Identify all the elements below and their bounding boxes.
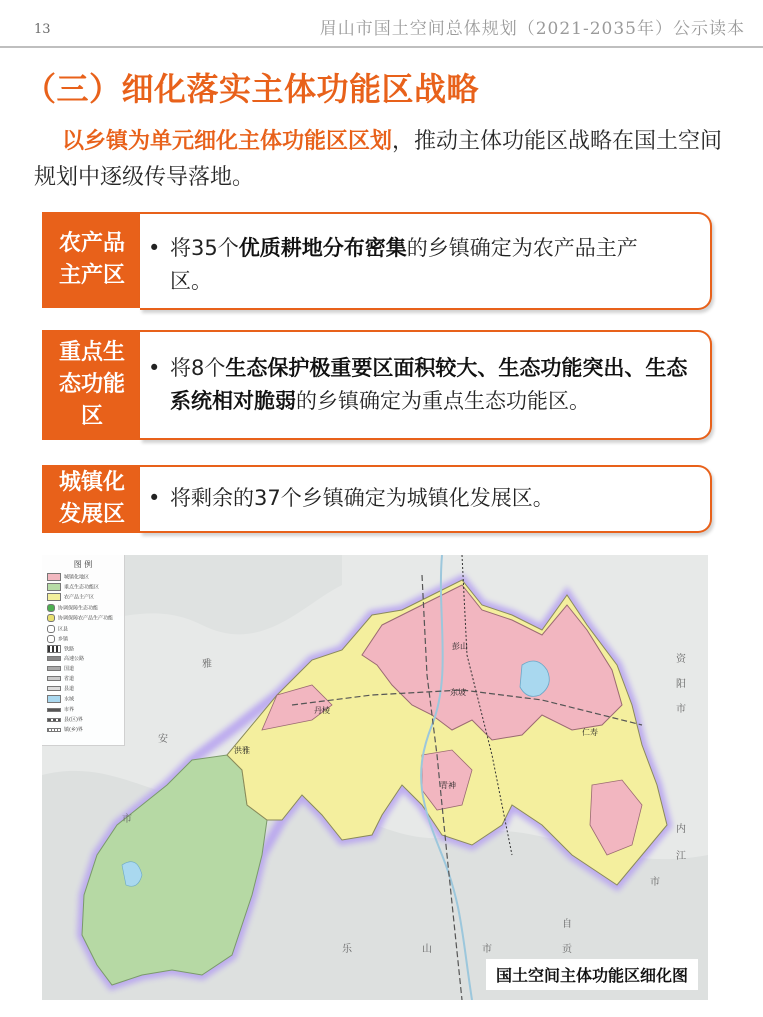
legend-item: [47, 716, 83, 724]
outer-label: 山: [422, 944, 432, 955]
card-tag: [42, 465, 142, 533]
map-caption: 国土空间主体功能区细化图: [486, 959, 698, 990]
legend-item: [47, 685, 74, 693]
legend-swatch: [47, 645, 61, 653]
section-title: （三）细化落实主体功能区战略: [24, 70, 480, 108]
legend-item: [47, 635, 68, 643]
running-header: 眉山市国土空间总体规划（2021-2035年）公示读本: [319, 19, 745, 39]
legend-swatch: [47, 686, 61, 691]
map-svg: [42, 555, 708, 1000]
card-text-pre: 将8个: [170, 356, 226, 380]
legend-item: [47, 604, 98, 612]
legend-label: 高速公路: [64, 656, 85, 662]
outer-label: 内: [676, 824, 686, 835]
intro-paragraph: [34, 124, 734, 196]
legend-item: [47, 573, 89, 581]
card-agricultural: [42, 212, 712, 310]
card-text-post: 的乡镇确定为农产品主产区。: [170, 236, 638, 293]
legend-swatch: [47, 695, 61, 703]
legend-swatch: [47, 614, 55, 622]
legend-swatch: [47, 635, 55, 643]
intro-rest: ，推动主体功能区战略在国土空间规划中逐级传导落地。: [34, 129, 723, 190]
functional-zone-map: [42, 555, 708, 1000]
town-label: 青神: [440, 781, 456, 790]
legend-swatch: [47, 573, 61, 581]
card-text: [148, 352, 698, 418]
legend-item: [47, 695, 74, 703]
legend-label: 重点生态功能区: [64, 584, 100, 591]
legend-label: 乡镇: [58, 636, 69, 643]
legend-label: 农产品主产区: [64, 594, 95, 601]
legend-swatch: [47, 604, 55, 612]
legend-swatch: [47, 728, 61, 732]
card-text: [148, 232, 670, 298]
card-body: [140, 465, 712, 533]
town-label: 洪雅: [234, 746, 250, 755]
legend-item: [47, 665, 74, 673]
legend-label: 铁路: [64, 646, 75, 653]
card-ecological: [42, 330, 712, 442]
legend-item: [47, 726, 83, 734]
legend-item: [47, 706, 74, 714]
outer-label: 安: [158, 734, 168, 745]
legend-label: 县(区)界: [64, 717, 83, 723]
header-rule: [0, 46, 763, 48]
card-text-pre: 将35个: [170, 236, 239, 260]
card-text-post: 将剩余的37个乡镇确定为城镇化发展区。: [170, 486, 554, 510]
card-body: [140, 212, 712, 310]
bullet: •: [148, 356, 161, 380]
card-text-bold: 生态保护极重要区面积较大、生态功能突出、生态系统相对脆弱: [170, 356, 688, 413]
card-tag-label: 城镇化发展区: [58, 470, 125, 527]
bullet: •: [148, 236, 161, 260]
legend-swatch: [47, 593, 61, 601]
legend-item: [47, 614, 113, 622]
outer-label: 阳: [676, 679, 686, 690]
outer-label: 自: [562, 919, 572, 930]
outer-label: 市: [676, 704, 686, 715]
outer-label: 资: [676, 654, 686, 665]
bullet: •: [148, 486, 161, 510]
town-label: 东坡: [450, 688, 466, 697]
town-label: 彭山: [452, 642, 468, 651]
legend-label: 省道: [64, 676, 75, 682]
card-tag: [42, 330, 142, 440]
town-label: 仁寿: [582, 728, 598, 737]
legend-label: 国道: [64, 666, 75, 672]
legend-swatch: [47, 708, 61, 712]
outer-label: 市: [650, 877, 660, 888]
outer-label: 雅: [202, 659, 212, 670]
legend-label: 城镇化地区: [64, 574, 90, 581]
legend-swatch: [47, 666, 61, 671]
legend-swatch: [47, 676, 61, 681]
legend-label: 区县: [58, 626, 69, 633]
card-tag: [42, 212, 142, 308]
legend-swatch: [47, 656, 61, 661]
legend-label: 协调保障农产品生产功能: [58, 615, 114, 622]
legend-label: 市界: [64, 707, 75, 713]
map-legend: [42, 555, 125, 746]
outer-label: 市: [482, 944, 492, 955]
card-urbanization: [42, 465, 712, 535]
legend-swatch: [47, 718, 61, 722]
legend-item: [47, 593, 94, 601]
intro-lead: 以乡镇为单元细化主体功能区区划: [61, 129, 392, 154]
legend-swatch: [47, 625, 55, 633]
legend-title: 图 例: [73, 560, 93, 569]
legend-label: 县道: [64, 686, 75, 692]
legend-swatch: [47, 583, 61, 591]
legend-item: [47, 645, 74, 653]
outer-label: 江: [676, 851, 686, 862]
legend-label: 镇(乡)界: [64, 727, 83, 733]
card-body: [140, 330, 712, 440]
card-text: [148, 482, 690, 515]
outer-label: 市: [122, 814, 132, 825]
legend-item: [47, 655, 84, 663]
outer-label: 乐: [342, 944, 352, 955]
outer-label: 贡: [562, 944, 572, 955]
page-number: 13: [34, 22, 51, 37]
card-tag-label: 重点生态功能区: [58, 340, 125, 429]
card-text-bold: 优质耕地分布密集: [238, 236, 407, 260]
legend-item: [47, 675, 74, 683]
card-text-post: 的乡镇确定为重点生态功能区。: [296, 389, 590, 413]
legend-label: 水域: [64, 696, 75, 703]
legend-item: [47, 625, 68, 633]
legend-item: [47, 583, 99, 591]
town-label: 丹棱: [314, 706, 330, 715]
legend-label: 协调保障生态功能: [58, 605, 99, 612]
card-tag-label: 农产品主产区: [58, 231, 125, 288]
